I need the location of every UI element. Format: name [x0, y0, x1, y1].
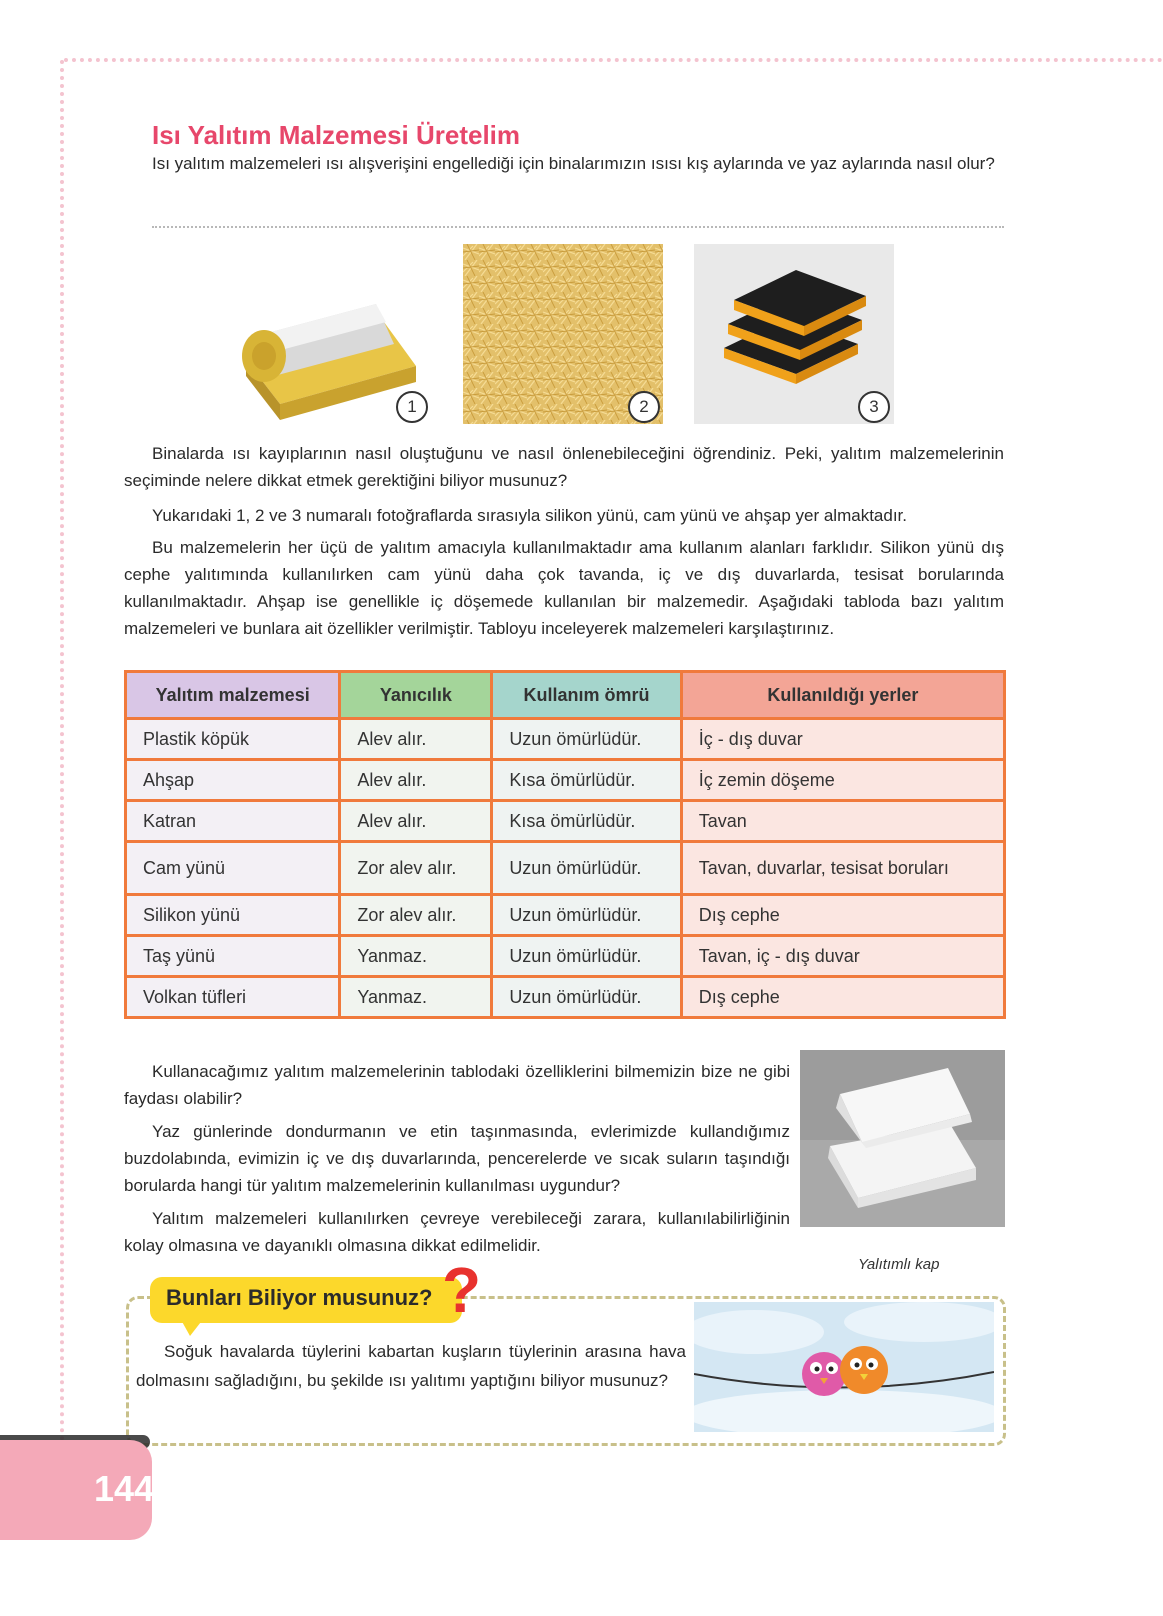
photo-number-badge: 2: [628, 391, 660, 423]
table-cell: Tavan, iç - dış duvar: [681, 936, 1004, 977]
table-cell: Plastik köpük: [126, 719, 340, 760]
page-frame-top: [64, 58, 1163, 62]
table-cell: Zor alev alır.: [340, 895, 492, 936]
table-cell: Cam yünü: [126, 842, 340, 895]
table-row: [126, 801, 1005, 842]
paragraph-photos: Yukarıdaki 1, 2 ve 3 numaralı fotoğraflarda sırasıyla silikon yünü, cam yünü ve ahşap yer almaktadır.: [152, 506, 907, 525]
question-mark-icon: ?: [442, 1254, 482, 1326]
table-cell: Kısa ömürlüdür.: [492, 801, 681, 842]
table-row: [126, 842, 1005, 895]
table-cell: Tavan, duvarlar, tesisat boruları: [681, 842, 1004, 895]
table-cell: Yanmaz.: [340, 977, 492, 1018]
header-usage: Kullanıldığı yerler: [681, 672, 1004, 719]
header-lifespan: Kullanım ömrü: [492, 672, 681, 719]
bubble-tail: [180, 1318, 204, 1336]
did-you-know-heading: Bunları Biliyor musunuz?: [166, 1285, 433, 1310]
page-frame-left: [60, 60, 64, 1450]
page-number: 144: [94, 1468, 155, 1509]
table-cell: Alev alır.: [340, 719, 492, 760]
answer-line: [152, 226, 1004, 228]
table-cell: Uzun ömürlüdür.: [492, 719, 681, 760]
table-cell: Katran: [126, 801, 340, 842]
photo-number-badge: 1: [396, 391, 428, 423]
paragraph-materials: Bu malzemelerin her üçü de yalıtım amacıyla kullanılmaktadır ama kullanım alanları farklıdır. Silikon yünü dış cephe yalıtımında kullanılırken cam yünü daha çok tavanda, iç ve dış duvarlarda, tesisat borularında kullanılmaktadır. Ahşap ise genellikle iç döşemede kullanılan bir malzemedir. Aşağıdaki tabloda bazı yalıtım malzemeleri ve bunlara ait özellikler verilmiştir. Tabloyu inceleyerek malzemeleri karşılaştırınız.: [124, 538, 1004, 638]
table-cell: İç - dış duvar: [681, 719, 1004, 760]
header-material: Yalıtım malzemesi: [126, 672, 340, 719]
container-caption: Yalıtımlı kap: [858, 1256, 940, 1273]
table-cell: Ahşap: [126, 760, 340, 801]
section-title: Isı Yalıtım Malzemesi Üretelim: [152, 120, 521, 150]
question-table-benefit: Kullanacağımız yalıtım malzemelerinin tablodaki özelliklerini bilmemizin bize ne gibi faydası olabilir?: [124, 1062, 790, 1108]
paragraph-environment: Yalıtım malzemeleri kullanılırken çevreye verebileceği zarara, kullanılabilirliğinin kolay olmasına ve dayanıklı olmasına dikkat edilmelidir.: [124, 1209, 790, 1255]
table-cell: Uzun ömürlüdür.: [492, 895, 681, 936]
table-cell: Dış cephe: [681, 895, 1004, 936]
table-cell: Silikon yünü: [126, 895, 340, 936]
table-cell: Uzun ömürlüdür.: [492, 842, 681, 895]
table-row: [126, 719, 1005, 760]
question-summer-materials: Yaz günlerinde dondurmanın ve etin taşınmasında, evlerimizde kullandığımız buzdolabında, evimizin iç ve dış duvarlarında, pencerelerde ve sıcak suların taşındığı borularda hangi tür yalıtım malzemelerinin kullanılması uygundur?: [124, 1122, 790, 1195]
table-cell: Yanmaz.: [340, 936, 492, 977]
did-you-know-text: Soğuk havalarda tüylerini kabartan kuşların tüylerinin arasına hava dolmasını sağladığını, bu şekilde ısı yalıtımı yaptığını biliyor musunuz?: [136, 1342, 686, 1390]
birds-on-wire-image: [694, 1302, 994, 1432]
table-row: [126, 936, 1005, 977]
table-cell: Dış cephe: [681, 977, 1004, 1018]
table-row: [126, 760, 1005, 801]
table-header-row: [126, 672, 1005, 719]
table-row: [126, 977, 1005, 1018]
table-cell: Uzun ömürlüdür.: [492, 936, 681, 977]
header-flammability: Yanıcılık: [340, 672, 492, 719]
table-cell: Taş yünü: [126, 936, 340, 977]
table-cell: Volkan tüfleri: [126, 977, 340, 1018]
table-cell: Zor alev alır.: [340, 842, 492, 895]
table-cell: Uzun ömürlüdür.: [492, 977, 681, 1018]
insulated-container-image: [800, 1050, 1005, 1227]
intro-paragraph: Isı yalıtım malzemeleri ısı alışverişini engellediği için binalarımızın ısısı kış aylarında ve yaz aylarında nasıl olur?: [152, 154, 995, 173]
table-cell: Alev alır.: [340, 760, 492, 801]
insulation-materials-table: [124, 670, 1006, 1019]
table-cell: Kısa ömürlüdür.: [492, 760, 681, 801]
table-row: [126, 895, 1005, 936]
table-cell: Alev alır.: [340, 801, 492, 842]
photo-number-badge: 3: [858, 391, 890, 423]
paragraph-heat-loss: Binalarda ısı kayıplarının nasıl oluştuğunu ve nasıl önlenebileceğini öğrendiniz. Peki, yalıtım malzemelerinin seçiminde nelere dikkat etmek gerektiğini biliyor musunuz?: [124, 444, 1004, 490]
table-cell: İç zemin döşeme: [681, 760, 1004, 801]
table-cell: Tavan: [681, 801, 1004, 842]
